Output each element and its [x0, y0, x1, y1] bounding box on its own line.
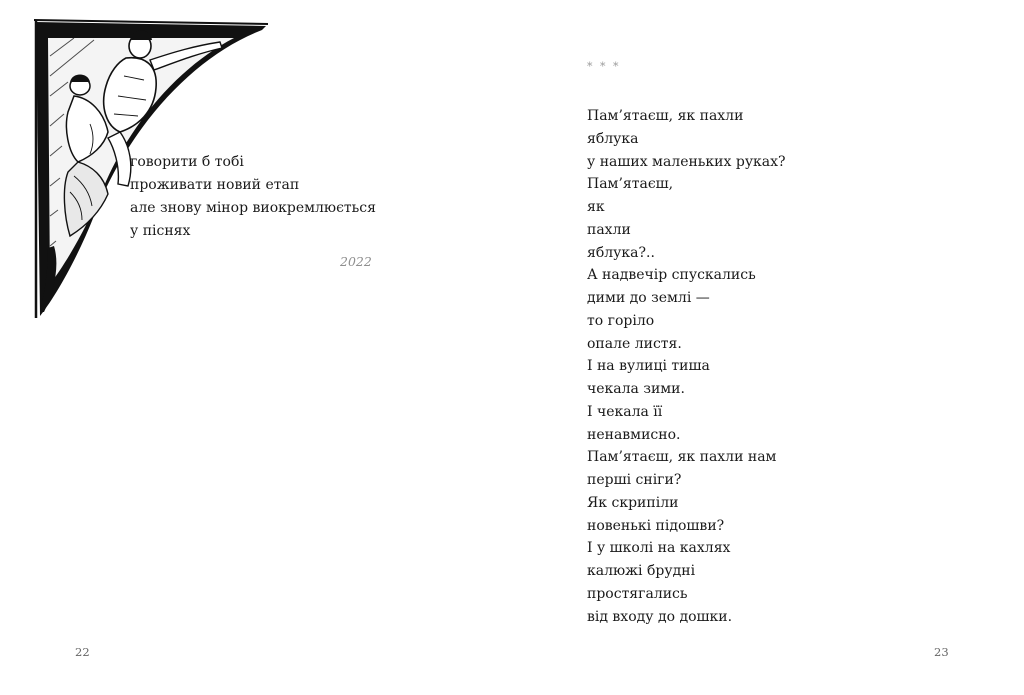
poem-line: говорити б тобі — [130, 154, 244, 170]
poem-line: Як скрипіли — [587, 494, 679, 511]
poem-line: перші сніги? — [587, 472, 682, 488]
poem-line: Пам’ятаєш, як пахли нам — [587, 449, 777, 466]
poem-line: яблука — [587, 130, 639, 147]
poem-line: чекала зими. — [587, 381, 685, 397]
section-break-asterisks: * * * — [587, 60, 621, 73]
page-number-right: 23 — [934, 645, 949, 659]
poem-line: простягались — [587, 585, 688, 602]
poem-line: І на вулиці тиша — [587, 358, 710, 375]
poem-line: пахли — [587, 221, 631, 238]
poem-stanza-left — [130, 151, 376, 243]
poem-line: то горіло — [587, 312, 655, 329]
poem-line: Пам’ятаєш, як пахли — [587, 108, 744, 124]
poem-line: калюжі брудні — [587, 563, 696, 579]
poem-line: дими до землі — — [587, 290, 710, 306]
poem-line: І чекала її — [587, 403, 663, 420]
poem-line: новенькі підошви? — [587, 517, 725, 534]
poem-line: А надвечір спускались — [587, 267, 756, 284]
poem-line: ненавмисно. — [587, 426, 681, 443]
poem-stanza-right — [587, 105, 786, 628]
poem-line: опале листя. — [587, 335, 682, 352]
poem-line: як — [587, 199, 605, 215]
poem-line: від входу до дошки. — [587, 608, 733, 625]
poem-line: Пам’ятаєш, — [587, 176, 674, 193]
poem-line: у наших маленьких руках? — [587, 153, 786, 170]
poem-line: І у школі на кахлях — [587, 540, 731, 557]
poem-line: проживати новий етап — [130, 177, 300, 193]
poem-line: у піснях — [130, 223, 191, 239]
poem-line: яблука?.. — [587, 244, 655, 261]
poem-date: 2022 — [340, 254, 372, 269]
poem-line: але знову мінор виокремлюється — [130, 200, 376, 216]
page-number-left: 22 — [75, 645, 90, 659]
